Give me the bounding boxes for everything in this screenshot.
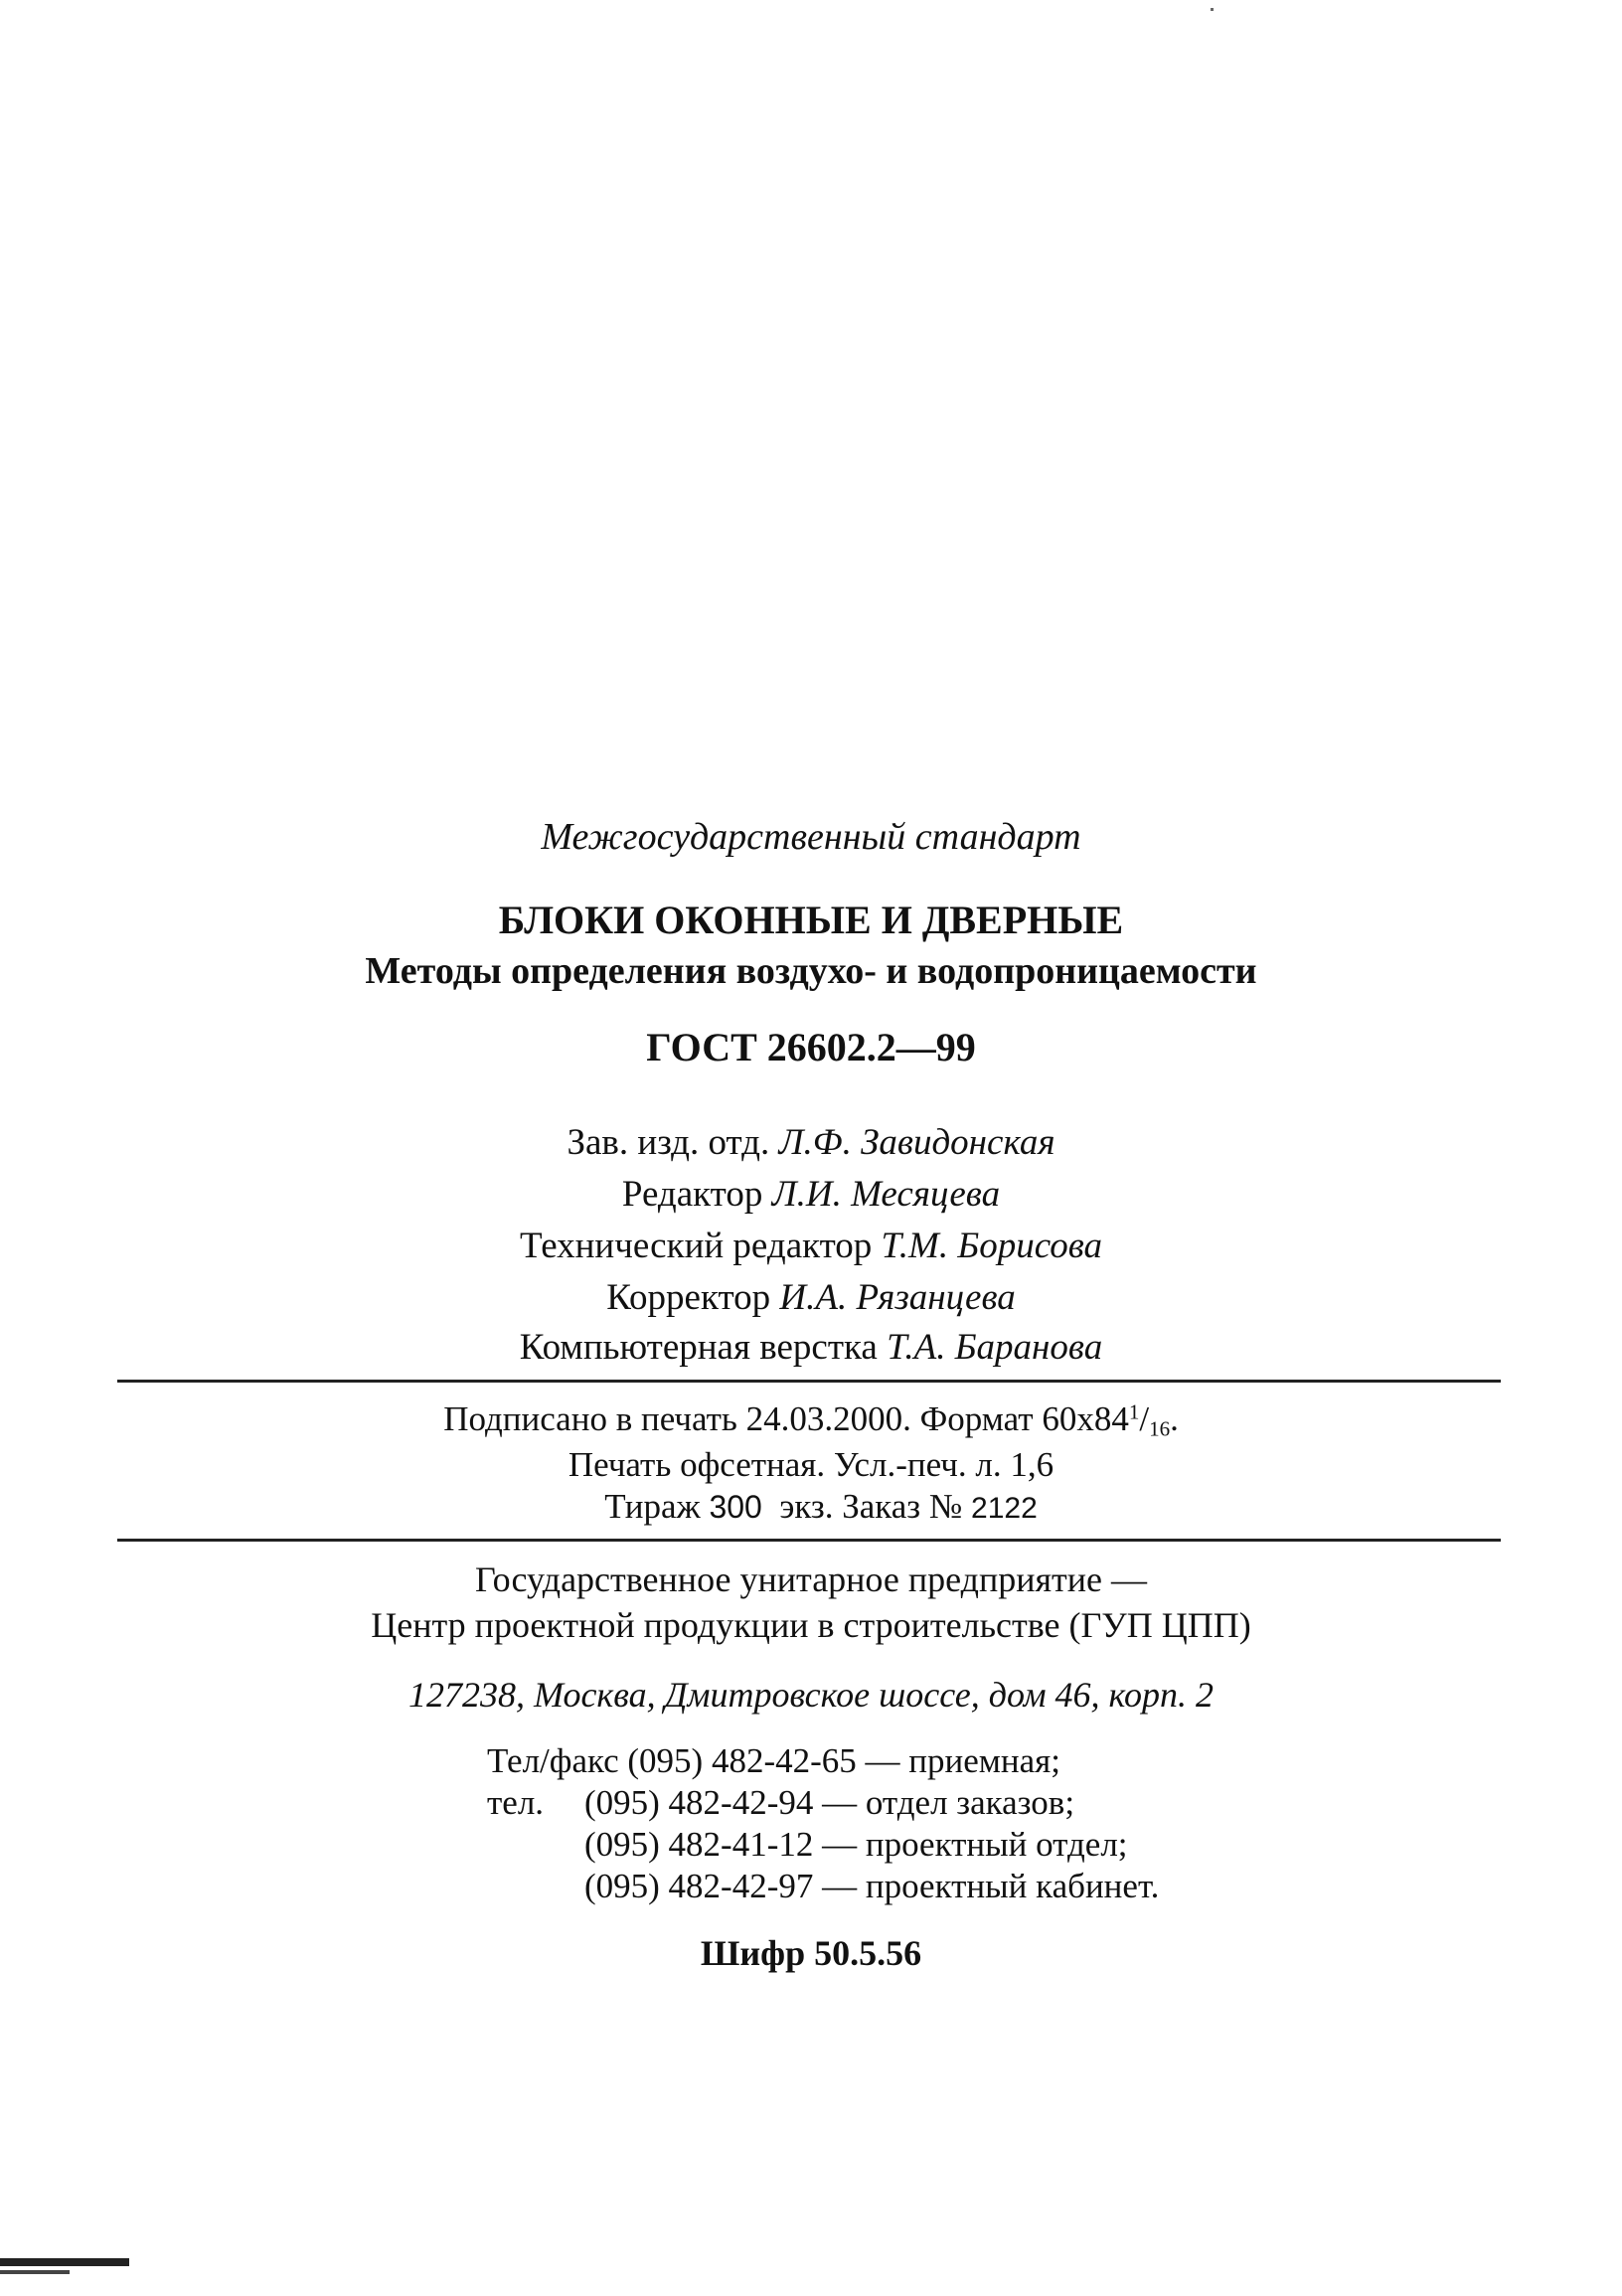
credit-role: Зав. изд. отд. [567, 1122, 770, 1163]
format-fraction-numerator: 1 [1128, 1399, 1140, 1424]
contact-text: (095) 482-41-12 — проектный отдел; [584, 1825, 1128, 1864]
credit-line [0, 1173, 1622, 1216]
document-title: БЛОКИ ОКОННЫЕ И ДВЕРНЫЕ [498, 898, 1124, 942]
credit-line [0, 1326, 1622, 1369]
contact-line [584, 1867, 1159, 1906]
publisher-line-1: Государственное унитарное предприятие — [474, 1559, 1148, 1599]
contact-text: (095) 482-42-65 — приемная; [627, 1741, 1061, 1780]
scan-edge-mark [0, 2258, 129, 2266]
standard-kind: Межгосударственный стандарт [541, 816, 1081, 858]
publisher-line-2: Центр проектной продукции в строительстве (ГУП ЦПП) [371, 1605, 1251, 1645]
contact-line [584, 1783, 1074, 1823]
contact-prefix: тел. [487, 1783, 545, 1822]
divider-line [117, 1539, 1501, 1542]
circulation-line [0, 1487, 1622, 1527]
cipher-code: Шифр 50.5.56 [700, 1933, 922, 1973]
contact-text: (095) 482-42-97 — проектный кабинет. [584, 1867, 1160, 1905]
contact-line [584, 1825, 1128, 1865]
contact-line [487, 1741, 1060, 1781]
format-period: . [1170, 1399, 1179, 1438]
print-signed-line [0, 1399, 1622, 1441]
contact-text: (095) 482-42-94 — отдел заказов; [584, 1783, 1075, 1822]
credit-name: Т.М. Борисова [881, 1226, 1102, 1266]
credit-line [0, 1121, 1622, 1164]
credit-role: Компьютерная верстка [519, 1327, 878, 1368]
scan-edge-mark [0, 2270, 70, 2274]
document-subtitle: Методы определения воздухо- и водопроницаемости [365, 950, 1257, 992]
credit-role: Технический редактор [520, 1226, 873, 1266]
publisher-address: 127238, Москва, Дмитровское шоссе, дом 46, корп. 2 [407, 1675, 1215, 1715]
credit-name: Л.И. Месяцева [771, 1174, 1001, 1215]
contact-line [487, 1783, 544, 1823]
credit-name: И.А. Рязанцева [779, 1277, 1016, 1318]
scan-speck [1211, 8, 1214, 11]
gost-number: ГОСТ 26602.2—99 [646, 1025, 976, 1069]
print-method-line: Печать офсетная. Усл.-печ. л. 1,6 [568, 1445, 1054, 1484]
circulation-label: Тираж [604, 1487, 701, 1526]
credit-role: Корректор [606, 1277, 771, 1318]
credit-name: Л.Ф. Завидонская [778, 1122, 1055, 1163]
credit-name: Т.А. Баранова [887, 1327, 1103, 1368]
order-value: 2122 [971, 1492, 1038, 1525]
format-fraction-slash: / [1139, 1399, 1150, 1438]
credit-role: Редактор [621, 1174, 763, 1215]
print-signed-text: Подписано в печать 24.03.2000. Формат 60х84 [443, 1399, 1129, 1438]
order-label: экз. Заказ № [779, 1487, 963, 1526]
circulation-value: 300 [709, 1489, 762, 1525]
credit-line [0, 1276, 1622, 1319]
divider-line [117, 1380, 1501, 1383]
credit-line [0, 1225, 1622, 1267]
contact-prefix: Тел/факс [487, 1741, 619, 1780]
format-fraction-denominator: 16 [1149, 1416, 1171, 1441]
